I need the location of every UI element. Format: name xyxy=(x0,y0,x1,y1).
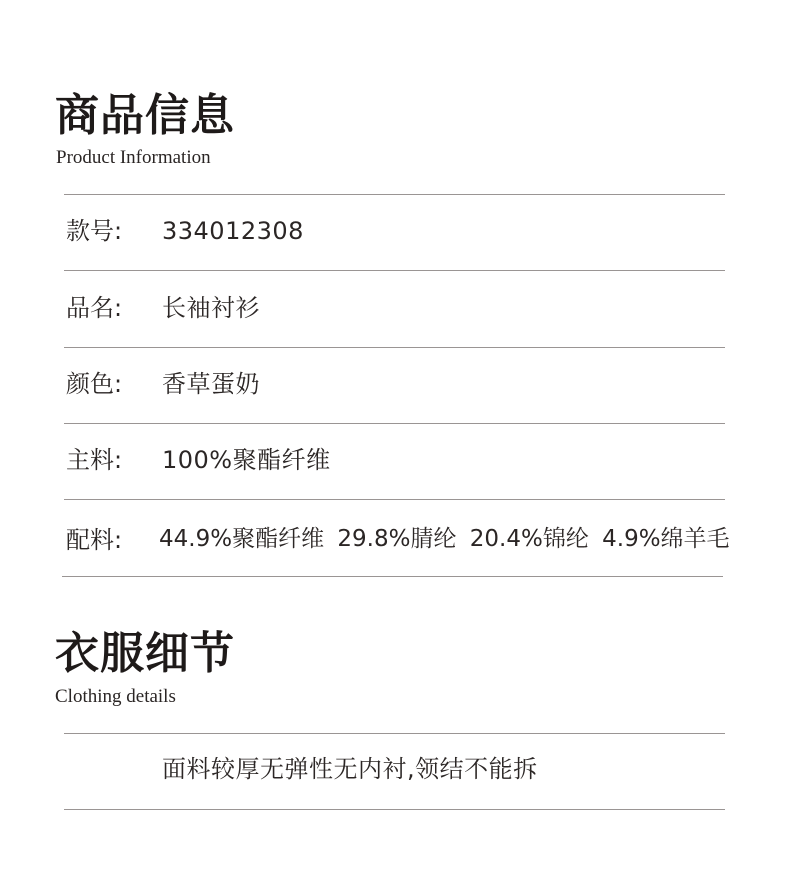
clothing-description: 面料较厚无弹性无内衬,领结不能拆 xyxy=(162,755,538,783)
clothing-details-title: 衣服细节 xyxy=(55,628,235,679)
divider xyxy=(64,733,725,734)
row-value: 100%聚酯纤维 xyxy=(162,446,331,474)
row-value: 长袖衬衫 xyxy=(162,294,260,322)
row-label: 配料: xyxy=(66,526,123,554)
product-info-title: 商品信息 xyxy=(55,90,235,141)
row-value: 香草蛋奶 xyxy=(162,370,260,398)
row-label: 颜色: xyxy=(66,370,123,398)
divider xyxy=(64,270,725,271)
divider xyxy=(62,576,723,577)
divider xyxy=(64,423,725,424)
divider xyxy=(64,499,725,500)
row-value: 44.9%聚酯纤维 29.8%腈纶 20.4%锦纶 4.9%绵羊毛 xyxy=(159,526,730,552)
divider xyxy=(64,347,725,348)
row-label: 品名: xyxy=(66,294,123,322)
row-label: 主料: xyxy=(66,446,123,474)
divider xyxy=(64,194,725,195)
product-info-subtitle: Product Information xyxy=(56,147,211,168)
row-label: 款号: xyxy=(66,217,123,245)
clothing-details-subtitle: Clothing details xyxy=(55,686,176,707)
divider xyxy=(64,809,725,810)
row-value: 334012308 xyxy=(162,217,304,245)
